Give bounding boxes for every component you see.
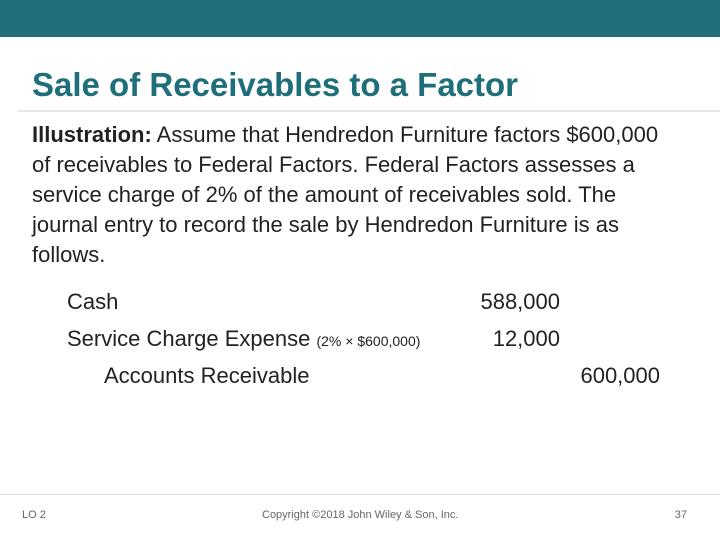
journal-row-service-charge: [0, 321, 720, 357]
journal-row-cash: [0, 284, 720, 320]
journal-account: Accounts Receivable: [104, 363, 310, 388]
journal-credit: 600,000: [580, 363, 660, 388]
journal-entry: [0, 284, 720, 394]
journal-debit: 12,000: [492, 326, 560, 351]
page-number: 37: [674, 509, 687, 521]
journal-account-name: Service Charge Expense: [67, 326, 311, 351]
illustration-label: Illustration:: [32, 122, 152, 147]
journal-debit: 588,000: [480, 289, 560, 314]
slide-title: Sale of Receivables to a Factor: [32, 66, 519, 103]
learning-objective: LO 2: [22, 509, 46, 521]
illustration-paragraph: [32, 120, 682, 270]
journal-row-accounts-receivable: [0, 358, 720, 394]
journal-account: Cash: [67, 289, 119, 314]
illustration-text: Assume that Hendredon Furniture factors $600,000 of receivables to Federal Factors. Federal Factors assesses a service charge of 2% of the amount of receivables sold. The journal entry to record the sale by Hendredon Furniture is as follows.: [32, 122, 659, 267]
top-accent-bar: [0, 0, 720, 37]
title-divider: [18, 110, 720, 112]
copyright-notice: Copyright ©2018 John Wiley & Son, Inc.: [262, 509, 459, 521]
journal-account-note: (2% × $600,000): [316, 333, 421, 349]
footer-divider: [0, 494, 720, 495]
journal-account: [67, 321, 420, 359]
